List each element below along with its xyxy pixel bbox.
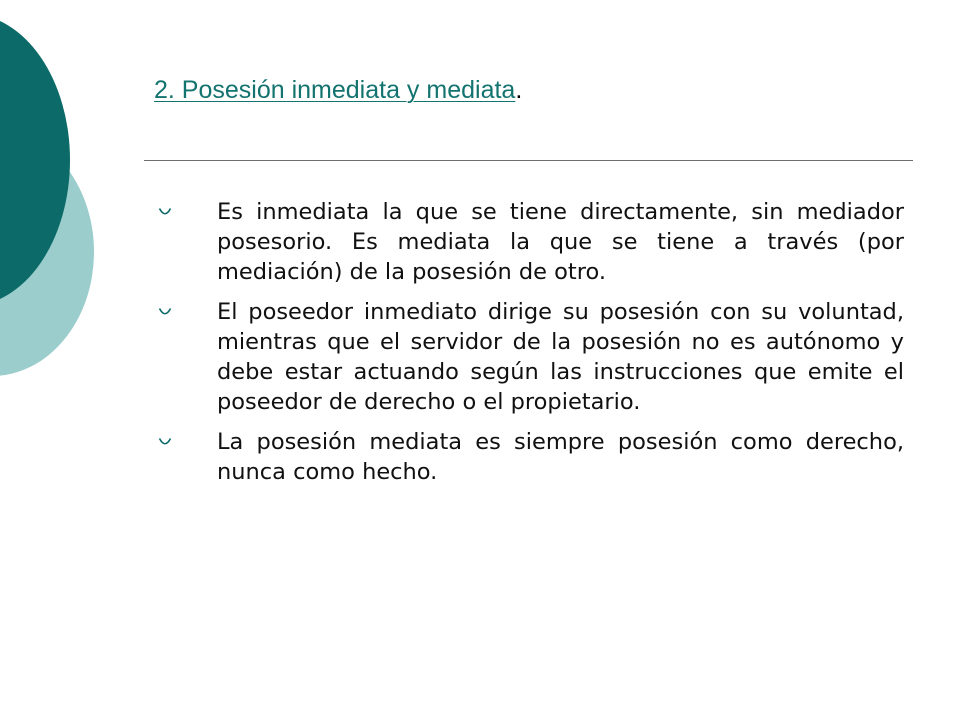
- arc-bullet-icon: [158, 307, 172, 317]
- bullet-text: Es inmediata la que se tiene directamente, sin mediador posesorio. Es mediata la que se tiene a través (por mediación) de la posesión de otro.: [217, 199, 904, 285]
- bullet-text: El poseedor inmediato dirige su posesión con su voluntad, mientras que el servidor de la posesión no es autónomo y debe estar actuando según las instrucciones que emite el poseedor de derecho o el propietario.: [217, 299, 904, 415]
- bullet-item-2: [150, 297, 904, 417]
- bullet-list: [150, 197, 904, 497]
- bullet-item-3: [150, 427, 904, 487]
- title-divider: [144, 160, 913, 161]
- arc-bullet-icon: [158, 207, 172, 217]
- title-suffix: .: [515, 76, 523, 104]
- arc-bullet-icon: [158, 437, 172, 447]
- bullet-text: La posesión mediata es siempre posesión como derecho, nunca como hecho.: [217, 429, 904, 485]
- title-link[interactable]: 2. Posesión inmediata y mediata: [154, 76, 516, 104]
- slide-title: [154, 72, 522, 108]
- bullet-item-1: [150, 197, 904, 287]
